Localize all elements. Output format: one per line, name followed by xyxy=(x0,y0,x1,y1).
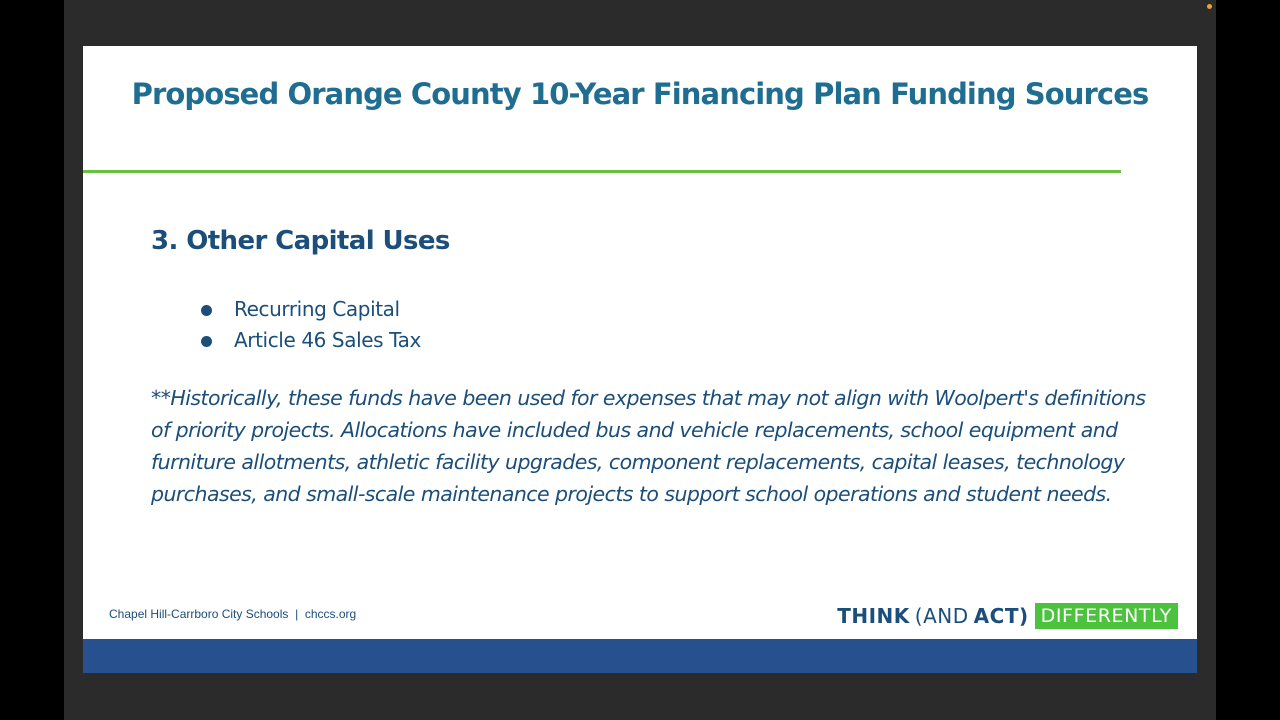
bullet-text: Article 46 Sales Tax xyxy=(234,328,421,352)
tagline-act: ACT) xyxy=(973,604,1029,628)
tagline-think: THINK xyxy=(837,604,910,628)
bullet-text: Recurring Capital xyxy=(234,297,400,321)
tagline-logo xyxy=(837,603,1178,629)
footer-organization: Chapel Hill-Carrboro City Schools | chccs.org xyxy=(109,607,357,621)
tagline-and: (AND xyxy=(914,604,969,628)
bullet-item xyxy=(198,294,421,325)
title-divider xyxy=(83,170,1121,173)
slide-title: Proposed Orange County 10-Year Financing Plan Funding Sources xyxy=(131,77,1149,111)
bullet-dot-icon xyxy=(201,305,212,316)
bullet-list xyxy=(198,294,421,356)
recording-indicator-icon xyxy=(1207,4,1212,9)
slide xyxy=(83,46,1197,673)
bullet-item xyxy=(198,325,421,356)
bullet-dot-icon xyxy=(201,336,212,347)
footer-bar xyxy=(83,639,1197,673)
tagline-differently: DIFFERENTLY xyxy=(1035,603,1178,629)
section-heading: 3. Other Capital Uses xyxy=(151,226,450,256)
historical-note: **Historically, these funds have been used for expenses that may not align with Woolpert's definitions of priority projects. Allocations have included bus and vehicle replacements, school equipment and furniture allotments, athletic facility upgrades, component replacements, capital leases, technology purchases, and small-scale maintenance projects to support school operations and student needs. xyxy=(151,386,1146,506)
